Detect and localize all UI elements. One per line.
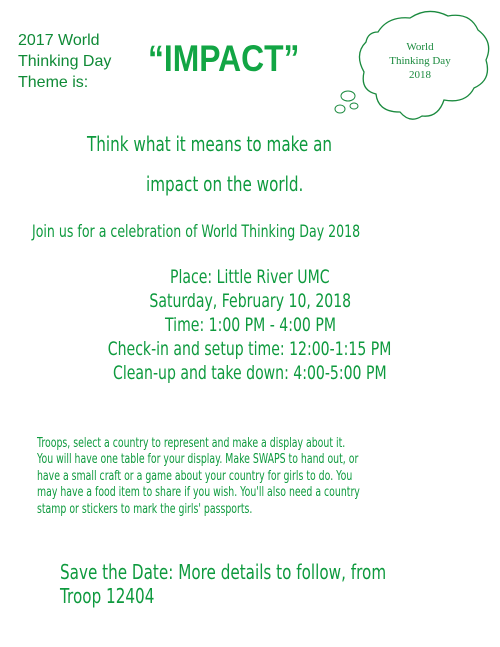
- theme-word: “IMPACT”: [148, 38, 300, 79]
- instruction-line: have a small craft or a game about your country for girls to do. You: [37, 468, 353, 484]
- tagline-line-2: impact on the world.: [146, 172, 304, 196]
- instruction-line: may have a food item to share if you wish. You'll also need a country: [37, 485, 360, 501]
- troop-instructions: [37, 436, 462, 518]
- theme-intro-line: Thinking Day: [18, 53, 112, 70]
- save-the-date-line: Save the Date: More details to follow, from: [60, 560, 387, 584]
- date-line: Saturday, February 10, 2018: [149, 290, 351, 312]
- instruction-line: Troops, select a country to represent and make a display about it.: [37, 436, 346, 451]
- checkin-line: Check-in and setup time: 12:00-1:15 PM: [108, 338, 392, 360]
- theme-intro: [18, 30, 111, 93]
- time-line: Time: 1:00 PM - 4:00 PM: [164, 314, 336, 336]
- logo-line: Thinking Day: [389, 55, 451, 67]
- theme-intro-line: 2017 World: [18, 32, 100, 49]
- tagline-line-1: Think what it means to make an: [87, 132, 333, 156]
- save-the-date: [60, 560, 500, 608]
- place-line: Place: Little River UMC: [170, 266, 330, 288]
- event-details: [0, 265, 500, 385]
- cleanup-line: Clean-up and take down: 4:00-5:00 PM: [113, 362, 387, 384]
- logo-line: World: [406, 41, 434, 53]
- logo-text: [380, 40, 460, 82]
- theme-intro-line: Theme is:: [18, 74, 89, 91]
- instruction-line: You will have one table for your display. Make SWAPS to hand out, or: [37, 452, 359, 468]
- instruction-line: stamp or stickers to mark the girls' passports.: [37, 501, 253, 517]
- logo-line: 2018: [409, 69, 431, 81]
- save-the-date-line: Troop 12404: [60, 584, 155, 608]
- invitation-text: Join us for a celebration of World Thinking Day 2018: [32, 222, 361, 242]
